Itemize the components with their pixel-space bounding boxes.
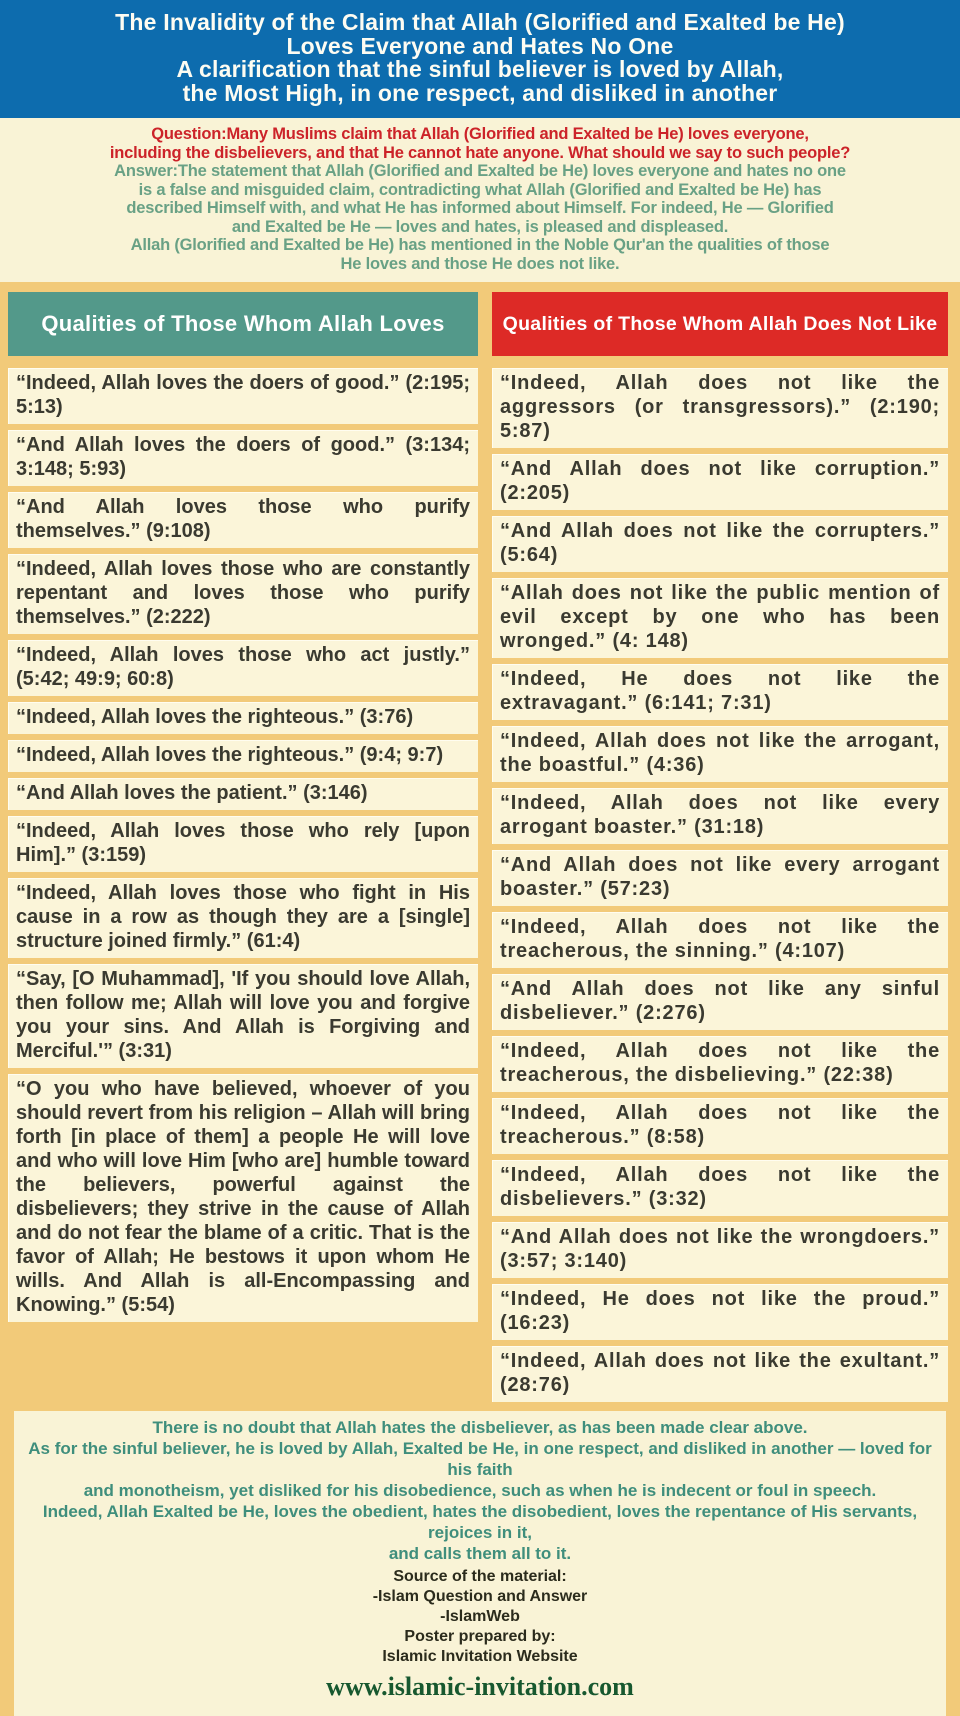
dislikes-column — [492, 292, 948, 1402]
conclusion-line: Indeed, Allah Exalted be He, loves the obedient, hates the disobedient, loves the repentance of His servants, rejoices in it, — [42, 1502, 918, 1542]
loves-quote-cell: “Indeed, Allah loves the righteous.” (9:4; 9:7) — [8, 740, 478, 772]
loves-quote-cell: “Indeed, Allah loves the doers of good.” (2:195; 5:13) — [8, 368, 478, 424]
question-answer-section — [0, 118, 960, 282]
dislikes-quote-cell: “Indeed, Allah does not like the arrogant, the boastful.” (4:36) — [492, 726, 948, 782]
loves-column — [8, 292, 478, 1322]
dislikes-quote-cell: “Allah does not like the public mention of evil except by one who has been wronged.” (4: 148) — [492, 578, 948, 658]
loves-column-header: Qualities of Those Whom Allah Loves — [8, 292, 478, 356]
source-label: Source of the material: — [393, 1568, 567, 1585]
prepared-label: Poster prepared by: — [404, 1628, 556, 1645]
poster-title-line: The Invalidity of the Claim that Allah (Glorified and Exalted be He) — [115, 9, 845, 35]
website-link[interactable]: www.islamic-invitation.com — [326, 1672, 634, 1701]
dislikes-column-header: Qualities of Those Whom Allah Does Not Like — [492, 292, 948, 356]
dislikes-quote-cell: “And Allah does not like corruption.” (2:205) — [492, 454, 948, 510]
answer-line: is a false and misguided claim, contradicting what Allah (Glorified and Exalted be He) has — [138, 180, 822, 199]
poster-title-line: Loves Everyone and Hates No One — [286, 32, 674, 59]
answer-note — [45, 236, 915, 273]
conclusion-section — [0, 1411, 960, 1716]
loves-quote-cell: “And Allah loves the doers of good.” (3:134; 3:148; 5:93) — [8, 430, 478, 486]
poster-header — [0, 0, 960, 118]
question-text — [45, 125, 915, 162]
dislikes-quote-cell: “Indeed, Allah does not like the treacherous, the disbelieving.” (22:38) — [492, 1036, 948, 1092]
answer-line: Answer:The statement that Allah (Glorified and Exalted be He) loves everyone and hates no one — [114, 162, 846, 180]
loves-quote-cell: “Indeed, Allah loves the righteous.” (3:76) — [8, 702, 478, 734]
loves-quote-cell: “Indeed, Allah loves those who act justly.” (5:42; 49:9; 60:8) — [8, 640, 478, 696]
qualities-table — [0, 282, 960, 1411]
loves-quote-cell: “And Allah loves the patient.” (3:146) — [8, 778, 478, 810]
loves-quote-cell: “Indeed, Allah loves those who fight in His cause in a row as though they are a [single] structure joined firmly.” (61:4) — [8, 878, 478, 958]
dislikes-quote-cell: “Indeed, He does not like the proud.” (16:23) — [492, 1284, 948, 1340]
loves-quote-cell: “Indeed, Allah loves those who rely [upon Him].” (3:159) — [8, 816, 478, 872]
answer-line: and Exalted be He — loves and hates, is pleased and displeased. — [231, 217, 729, 236]
question-line: including the disbelievers, and that He cannot hate anyone. What should we say to such people? — [109, 143, 851, 162]
answer-note-line: Allah (Glorified and Exalted be He) has mentioned in the Noble Qur'an the qualities of those — [130, 236, 830, 254]
loves-quote-cell: “Say, [O Muhammad], 'If you should love Allah, then follow me; Allah will love you and forgive you your sins. And Allah is Forgiving and Merciful.'” (3:31) — [8, 964, 478, 1068]
poster-title-line: the Most High, in one respect, and disliked in another — [182, 79, 778, 106]
conclusion-text — [22, 1417, 938, 1564]
source-item: -Islam Question and Answer — [372, 1588, 588, 1605]
dislikes-quote-cell: “Indeed, Allah does not like the exultant.” (28:76) — [492, 1346, 948, 1402]
dislikes-quote-cell: “Indeed, Allah does not like the aggressors (or transgressors).” (2:190; 5:87) — [492, 368, 948, 448]
loves-quote-cell: “O you who have believed, whoever of you should revert from his religion – Allah will bring forth [in place of them] a people He will love and who will love Him [who are] humble toward the believers, powerful against the disbelievers; they strive in the cause of Allah and do not fear the blame of a critic. That is the favor of Allah; He bestows it upon whom He wills. And Allah is all-Encompassing and Knowing.” (5:54) — [8, 1074, 478, 1322]
dislikes-quote-cell: “Indeed, He does not like the extravagant.” (6:141; 7:31) — [492, 664, 948, 720]
dislikes-quote-cell: “Indeed, Allah does not like the disbelievers.” (3:32) — [492, 1160, 948, 1216]
poster-title-line: A clarification that the sinful believer is loved by Allah, — [176, 56, 784, 82]
conclusion-line: As for the sinful believer, he is loved by Allah, Exalted be He, in one respect, and disliked in another — loved for his faith — [28, 1439, 932, 1479]
conclusion-line: There is no doubt that Allah hates the disbeliever, as has been made clear above. — [152, 1418, 808, 1437]
dislikes-quote-cell: “Indeed, Allah does not like the treacherous.” (8:58) — [492, 1098, 948, 1154]
dislikes-quote-cell: “Indeed, Allah does not like the treacherous, the sinning.” (4:107) — [492, 912, 948, 968]
answer-note-line: He loves and those He does not like. — [340, 254, 620, 273]
prepared-by: Islamic Invitation Website — [382, 1648, 578, 1665]
source-items — [22, 1587, 938, 1627]
question-line: Question:Many Muslims claim that Allah (Glorified and Exalted be He) loves everyone, — [151, 125, 809, 143]
credits-block — [22, 1567, 938, 1667]
poster-title — [10, 11, 950, 105]
conclusion-line: and calls them all to it. — [388, 1544, 572, 1563]
answer-line: described Himself with, and what He has informed about Himself. For indeed, He — Glorified — [126, 199, 834, 217]
dislikes-quote-list — [492, 368, 948, 1402]
loves-quote-cell: “And Allah loves those who purify themselves.” (9:108) — [8, 492, 478, 548]
answer-text — [45, 162, 915, 236]
loves-quote-cell: “Indeed, Allah loves those who are constantly repentant and loves those who purify themselves.” (2:222) — [8, 554, 478, 634]
dislikes-quote-cell: “And Allah does not like any sinful disbeliever.” (2:276) — [492, 974, 948, 1030]
source-item: -IslamWeb — [440, 1608, 520, 1625]
dislikes-quote-cell: “Indeed, Allah does not like every arrogant boaster.” (31:18) — [492, 788, 948, 844]
dislikes-quote-cell: “And Allah does not like the wrongdoers.” (3:57; 3:140) — [492, 1222, 948, 1278]
conclusion-line: and monotheism, yet disliked for his disobedience, such as when he is indecent or foul in speech. — [83, 1481, 877, 1500]
dislikes-quote-cell: “And Allah does not like every arrogant boaster.” (57:23) — [492, 850, 948, 906]
loves-quote-list — [8, 368, 478, 1322]
dislikes-quote-cell: “And Allah does not like the corrupters.” (5:64) — [492, 516, 948, 572]
